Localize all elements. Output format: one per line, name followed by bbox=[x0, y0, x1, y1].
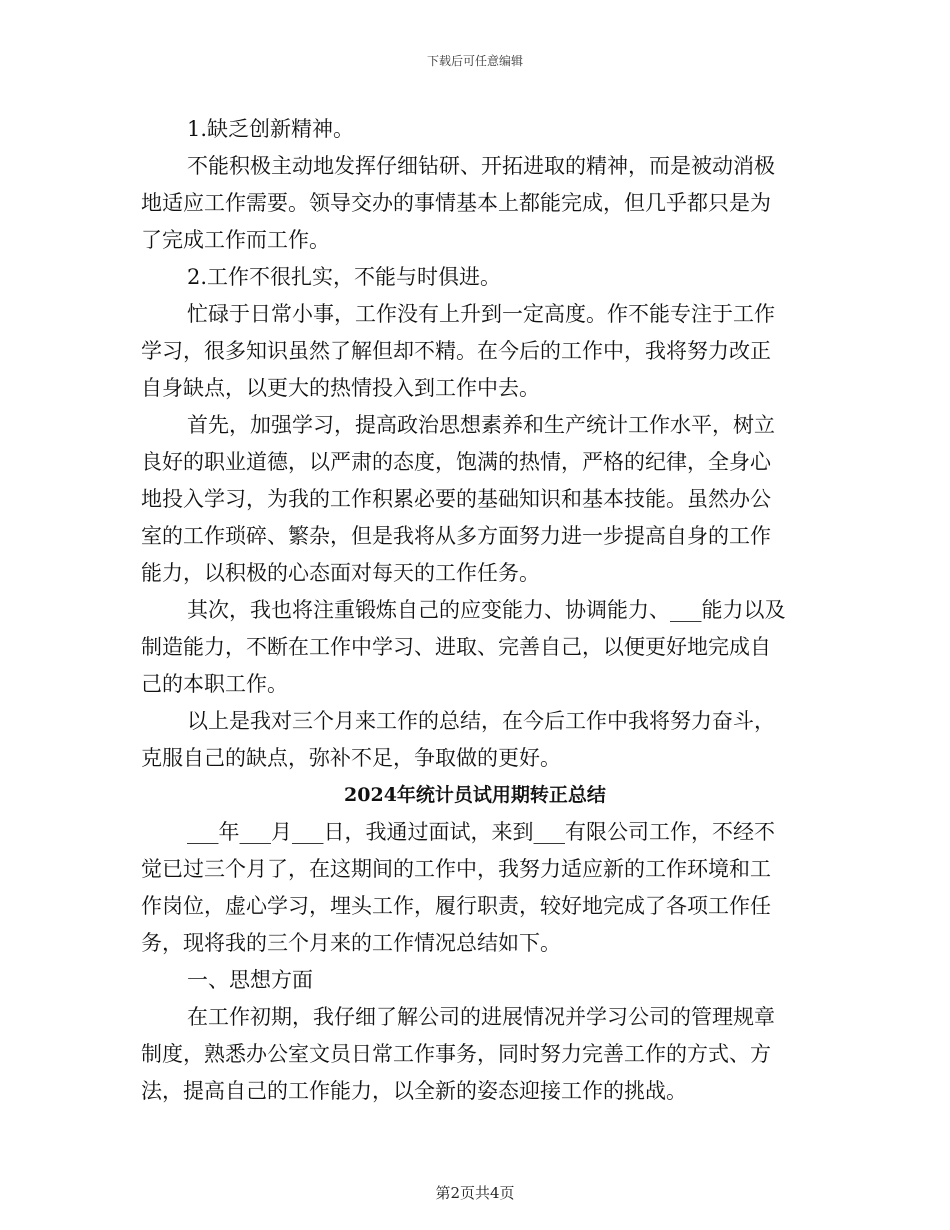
section-title: 2024年统计员试用期转正总结 bbox=[344, 784, 606, 806]
paragraph-line: 自身缺点，以更大的热情投入到工作中去。 bbox=[141, 376, 540, 400]
paragraph-line: 能力，以积极的心态面对每天的工作任务。 bbox=[141, 561, 540, 585]
paragraph-line: 不能积极主动地发挥仔细钻研、开拓进取的精神，而是被动消极 bbox=[187, 154, 775, 178]
paragraph-line: 法，提高自己的工作能力，以全新的姿态迎接工作的挑战。 bbox=[141, 1079, 687, 1103]
paragraph-line: 在工作初期，我仔细了解公司的进展情况并学习公司的管理规章 bbox=[187, 1005, 775, 1029]
paragraph-line: 以上是我对三个月来工作的总结，在今后工作中我将努力奋斗， bbox=[187, 709, 775, 733]
paragraph-line: 觉已过三个月了，在这期间的工作中，我努力适应新的工作环境和工 bbox=[141, 857, 771, 881]
paragraph-line: 其次，我也将注重锻炼自己的应变能力、协调能力、___能力以及 bbox=[187, 598, 786, 622]
paragraph-line: 务，现将我的三个月来的工作情况总结如下。 bbox=[141, 931, 561, 955]
paragraph-line: 室的工作琐碎、繁杂，但是我将从多方面努力进一步提高自身的工作 bbox=[141, 524, 771, 548]
paragraph-line: 了完成工作而工作。 bbox=[141, 228, 330, 252]
paragraph-line: 制造能力，不断在工作中学习、进取、完善自己，以便更好地完成自 bbox=[141, 635, 771, 659]
paragraph-line: 制度，熟悉办公室文员日常工作事务，同时努力完善工作的方式、方 bbox=[141, 1042, 771, 1066]
subheading: 一、思想方面 bbox=[187, 968, 313, 992]
paragraph-line: 地投入学习，为我的工作积累必要的基础知识和基本技能。虽然办公 bbox=[141, 487, 771, 511]
heading-1: 1.缺乏创新精神。 bbox=[187, 117, 355, 141]
paragraph-line: 学习，很多知识虽然了解但却不精。在今后的工作中，我将努力改正 bbox=[141, 339, 771, 363]
paragraph-line: 克服自己的缺点，弥补不足，争取做的更好。 bbox=[141, 746, 561, 770]
heading-2: 2.工作不很扎实，不能与时俱进。 bbox=[187, 265, 502, 289]
paragraph-line: 作岗位，虚心学习，埋头工作，履行职责，较好地完成了各项工作任 bbox=[141, 894, 771, 918]
paragraph-line: 己的本职工作。 bbox=[141, 672, 288, 696]
page-header: 下载后可任意编辑 bbox=[426, 54, 523, 68]
paragraph-line: 地适应工作需要。领导交办的事情基本上都能完成，但几乎都只是为 bbox=[141, 191, 771, 215]
paragraph-line: 忙碌于日常小事，工作没有上升到一定高度。作不能专注于工作 bbox=[187, 302, 775, 326]
paragraph-line: 首先，加强学习，提高政治思想素养和生产统计工作水平，树立 bbox=[187, 413, 775, 437]
page-number: 第2页共4页 bbox=[435, 1184, 515, 1202]
paragraph-line: 良好的职业道德，以严肃的态度，饱满的热情，严格的纪律，全身心 bbox=[141, 450, 771, 474]
document-body bbox=[141, 111, 809, 1110]
paragraph-line: ___年___月___日，我通过面试，来到___有限公司工作，不经不 bbox=[187, 820, 775, 844]
